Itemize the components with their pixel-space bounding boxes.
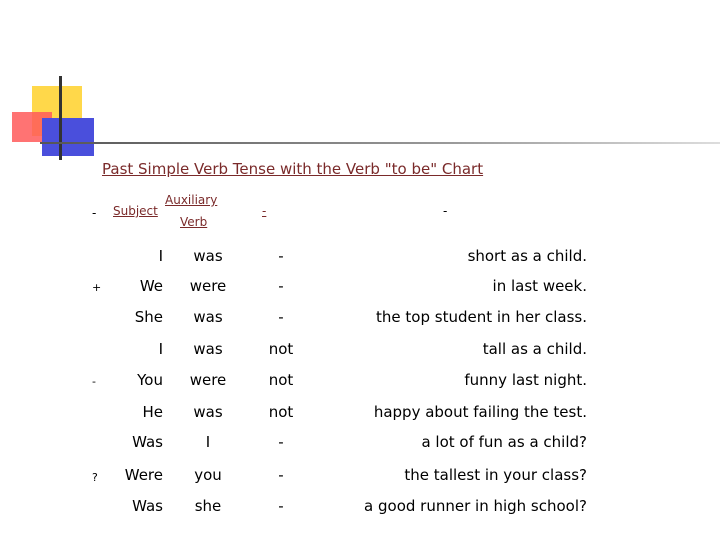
table-cell-auxiliary: were	[189, 371, 227, 389]
table-cell-negation: not	[268, 371, 294, 389]
table-cell-subject: Was	[132, 433, 163, 451]
table-cell-subject: You	[137, 371, 163, 389]
table-cell-negation: not	[268, 403, 294, 421]
table-cell-subject: He	[142, 403, 163, 421]
table-cell-complement: funny last night.	[464, 371, 587, 389]
table-cell-complement: short as a child.	[467, 247, 587, 265]
header-auxiliary: Auxiliary	[165, 193, 218, 207]
table-cell-auxiliary: was	[193, 308, 223, 326]
group-sign-negative: -	[92, 375, 96, 388]
header-auxiliary-verb: Verb	[180, 215, 208, 229]
table-cell-complement: the top student in her class.	[376, 308, 587, 326]
table-cell-auxiliary: she	[194, 497, 222, 515]
table-cell-auxiliary: was	[193, 340, 223, 358]
table-cell-subject: Were	[124, 466, 163, 484]
table-cell-negation: -	[278, 497, 284, 515]
decorative-vertical-line	[59, 76, 62, 160]
group-sign-affirmative: +	[92, 281, 102, 294]
table-cell-auxiliary: was	[193, 247, 223, 265]
header-negation: -	[262, 204, 267, 218]
header-complement: -	[443, 204, 448, 218]
slide-title: Past Simple Verb Tense with the Verb "to be" Chart	[102, 160, 484, 178]
group-sign-question: ?	[92, 471, 98, 484]
decorative-blue-square	[42, 118, 94, 156]
table-cell-auxiliary: was	[193, 403, 223, 421]
table-cell-subject: I	[158, 340, 163, 358]
table-cell-negation: -	[278, 277, 284, 295]
table-cell-negation: not	[268, 340, 294, 358]
table-cell-complement: in last week.	[492, 277, 587, 295]
header-sign: -	[92, 206, 97, 220]
table-cell-auxiliary: were	[189, 277, 227, 295]
table-cell-subject: She	[134, 308, 163, 326]
table-cell-complement: a good runner in high school?	[364, 497, 587, 515]
header-subject: Subject	[113, 204, 158, 218]
table-cell-complement: the tallest in your class?	[404, 466, 587, 484]
table-cell-complement: happy about failing the test.	[373, 403, 587, 421]
table-cell-complement: tall as a child.	[482, 340, 587, 358]
table-cell-auxiliary: you	[194, 466, 222, 484]
table-cell-subject: We	[139, 277, 163, 295]
table-cell-negation: -	[278, 247, 284, 265]
table-cell-complement: a lot of fun as a child?	[421, 433, 587, 451]
table-cell-subject: Was	[132, 497, 163, 515]
table-cell-subject: I	[158, 247, 163, 265]
title-divider-line	[40, 142, 720, 144]
table-cell-negation: -	[278, 466, 284, 484]
table-cell-negation: -	[278, 308, 284, 326]
table-cell-negation: -	[278, 433, 284, 451]
table-cell-auxiliary: I	[205, 433, 211, 451]
